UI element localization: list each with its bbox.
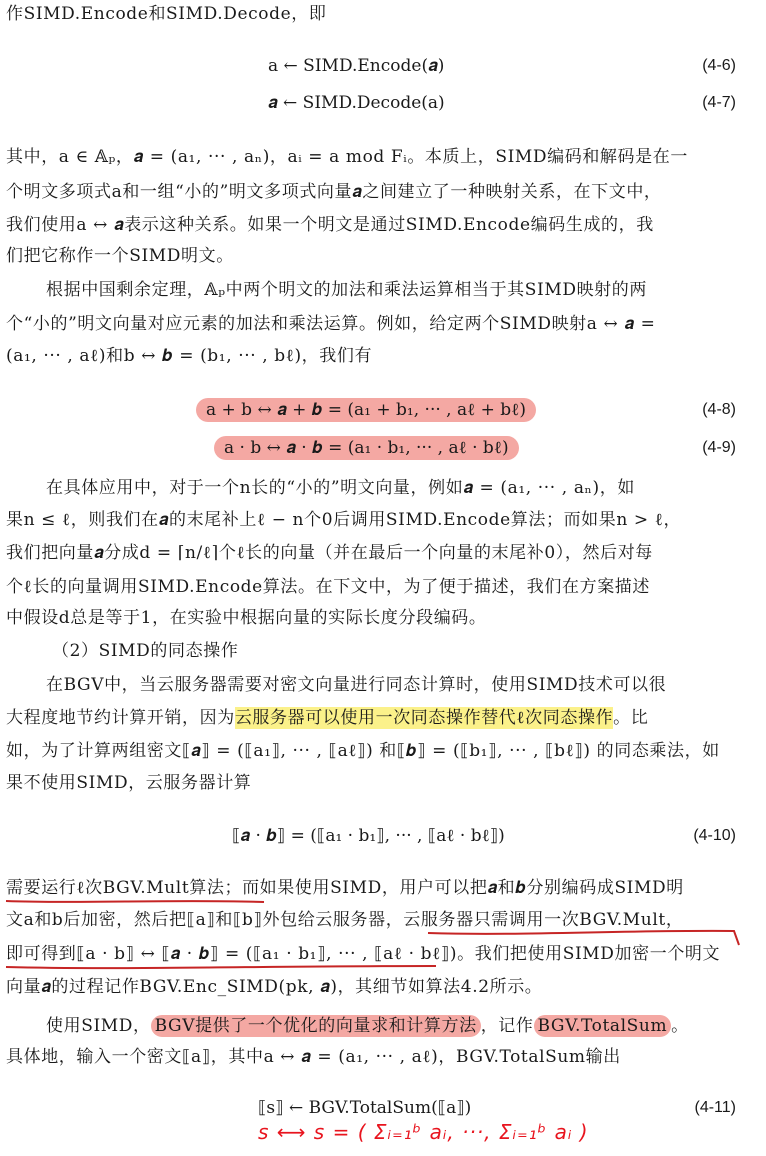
equation-number: (4-6)	[702, 57, 736, 74]
highlight: a · b ↔ 𝒂 · 𝒃 = (a₁ · b₁, ··· , aℓ · bℓ)	[214, 436, 519, 460]
equation-number: (4-7)	[702, 94, 736, 111]
equation-4-11: ⟦s⟧ ← BGV.TotalSum(⟦a⟧)	[258, 1098, 472, 1118]
text-line: 中假设d总是等于1，在实验中根据向量的实际长度分段编码。	[6, 608, 487, 628]
highlight: a + b ↔ 𝒂 + 𝒃 = (a₁ + b₁, ··· , aℓ + bℓ)	[196, 398, 536, 422]
text-fragment: 。比	[613, 708, 649, 728]
highlight: BGV.TotalSum	[534, 1015, 672, 1037]
equation-number: (4-11)	[694, 1099, 736, 1116]
equation-4-9	[214, 434, 519, 462]
text-line: 们把它称作一个SIMD明文。	[6, 246, 234, 266]
highlight: BGV提供了一个优化的向量求和计算方法	[151, 1015, 481, 1037]
text-line: 根据中国剩余定理，𝔸ₚ中两个明文的加法和乘法运算相当于其SIMD映射的两	[46, 280, 647, 300]
text-line: 需要运行ℓ次BGV.Mult算法；而如果使用SIMD，用户可以把𝒂和𝒃分别编码成SIMD明	[6, 878, 684, 898]
equation-number: (4-10)	[693, 827, 736, 844]
text-line: 文a和b后加密，然后把⟦a⟧和⟦b⟧外包给云服务器，云服务器只需调用一次BGV.Mult，	[6, 910, 684, 930]
text-line: 个明文多项式a和一组“小的”明文多项式向量𝒂之间建立了一种映射关系，在下文中，	[6, 182, 662, 202]
handwritten-note: s ⟷ s = ( Σᵢ₌₁ᵇ aᵢ, ···, Σᵢ₌₁ᵇ aᵢ )	[258, 1120, 589, 1144]
text-line: 果不使用SIMD，云服务器计算	[6, 773, 252, 793]
text-fragment: 。	[671, 1016, 689, 1036]
text-line: 具体地，输入一个密文⟦a⟧，其中a ↔ 𝒂 = (a₁, ··· , aℓ)，BGV.TotalSum输出	[6, 1047, 621, 1067]
text-fragment: ，记作	[480, 1016, 534, 1036]
equation-4-7: 𝒂 ← SIMD.Decode(a)	[268, 93, 445, 113]
text-line: 即可得到⟦a · b⟧ ↔ ⟦𝒂 · 𝒃⟧ = (⟦a₁ · b₁⟧, ··· , ⟦aℓ · bℓ⟧)。我们把使用SIMD加密一个明文	[6, 944, 721, 964]
yellow-highlight: 云服务器可以使用一次同态操作替代ℓ次同态操作	[234, 708, 614, 728]
text-line: 向量𝒂的过程记作BGV.Enc_SIMD(pk, 𝒂)，其细节如算法4.2所示。	[6, 977, 543, 997]
equation-number: (4-8)	[702, 401, 736, 418]
text-fragment: 大程度地节约计算开销，因为	[6, 708, 235, 728]
text-line: 果n ≤ ℓ，则我们在𝒂的末尾补上ℓ − n个0后调用SIMD.Encode算法；而如果n > ℓ，	[6, 510, 682, 530]
text-line	[46, 1012, 689, 1040]
text-line: 其中，a ∈ 𝔸ₚ，𝒂 = (a₁, ··· , aₙ)，aᵢ = a mod Fᵢ。本质上，SIMD编码和解码是在一	[6, 147, 688, 167]
text-line: (a₁, ··· , aℓ)和b ↔ 𝒃 = (b₁, ··· , bℓ)，我们有	[6, 346, 373, 366]
equation-number: (4-9)	[702, 439, 736, 456]
equation-4-8	[196, 396, 536, 424]
section-heading: （2）SIMD的同态操作	[52, 641, 239, 661]
equation-4-6: a ← SIMD.Encode(𝒂)	[268, 56, 445, 76]
text-line	[6, 704, 648, 732]
equation-4-10: ⟦𝒂 · 𝒃⟧ = (⟦a₁ · b₁⟧, ··· , ⟦aℓ · bℓ⟧)	[232, 826, 505, 846]
text-line: 我们把向量𝒂分成d = ⌈n/ℓ⌉个ℓ长的向量（并在最后一个向量的末尾补0），然后对每	[6, 543, 653, 563]
text-line: 个“小的”明文向量对应元素的加法和乘法运算。例如，给定两个SIMD映射a ↔ 𝒂 =	[6, 314, 656, 334]
text-line: 个ℓ长的向量调用SIMD.Encode算法。在下文中，为了便于描述，我们在方案描述	[6, 577, 650, 597]
text-line: 在具体应用中，对于一个n长的“小的”明文向量，例如𝒂 = (a₁, ··· , aₙ)，如	[46, 478, 635, 498]
text-line: 在BGV中，当云服务器需要对密文向量进行同态计算时，使用SIMD技术可以很	[46, 675, 667, 695]
text-line: 我们使用a ↔ 𝒂表示这种关系。如果一个明文是通过SIMD.Encode编码生成的，我	[6, 215, 654, 235]
text-fragment: 使用SIMD，	[46, 1016, 151, 1036]
text-line: 如，为了计算两组密文⟦𝒂⟧ = (⟦a₁⟧, ··· , ⟦aℓ⟧) 和⟦𝒃⟧ = (⟦b₁⟧, ··· , ⟦bℓ⟧) 的同态乘法，如	[6, 741, 720, 761]
text-line: 作SIMD.Encode和SIMD.Decode，即	[6, 4, 327, 24]
